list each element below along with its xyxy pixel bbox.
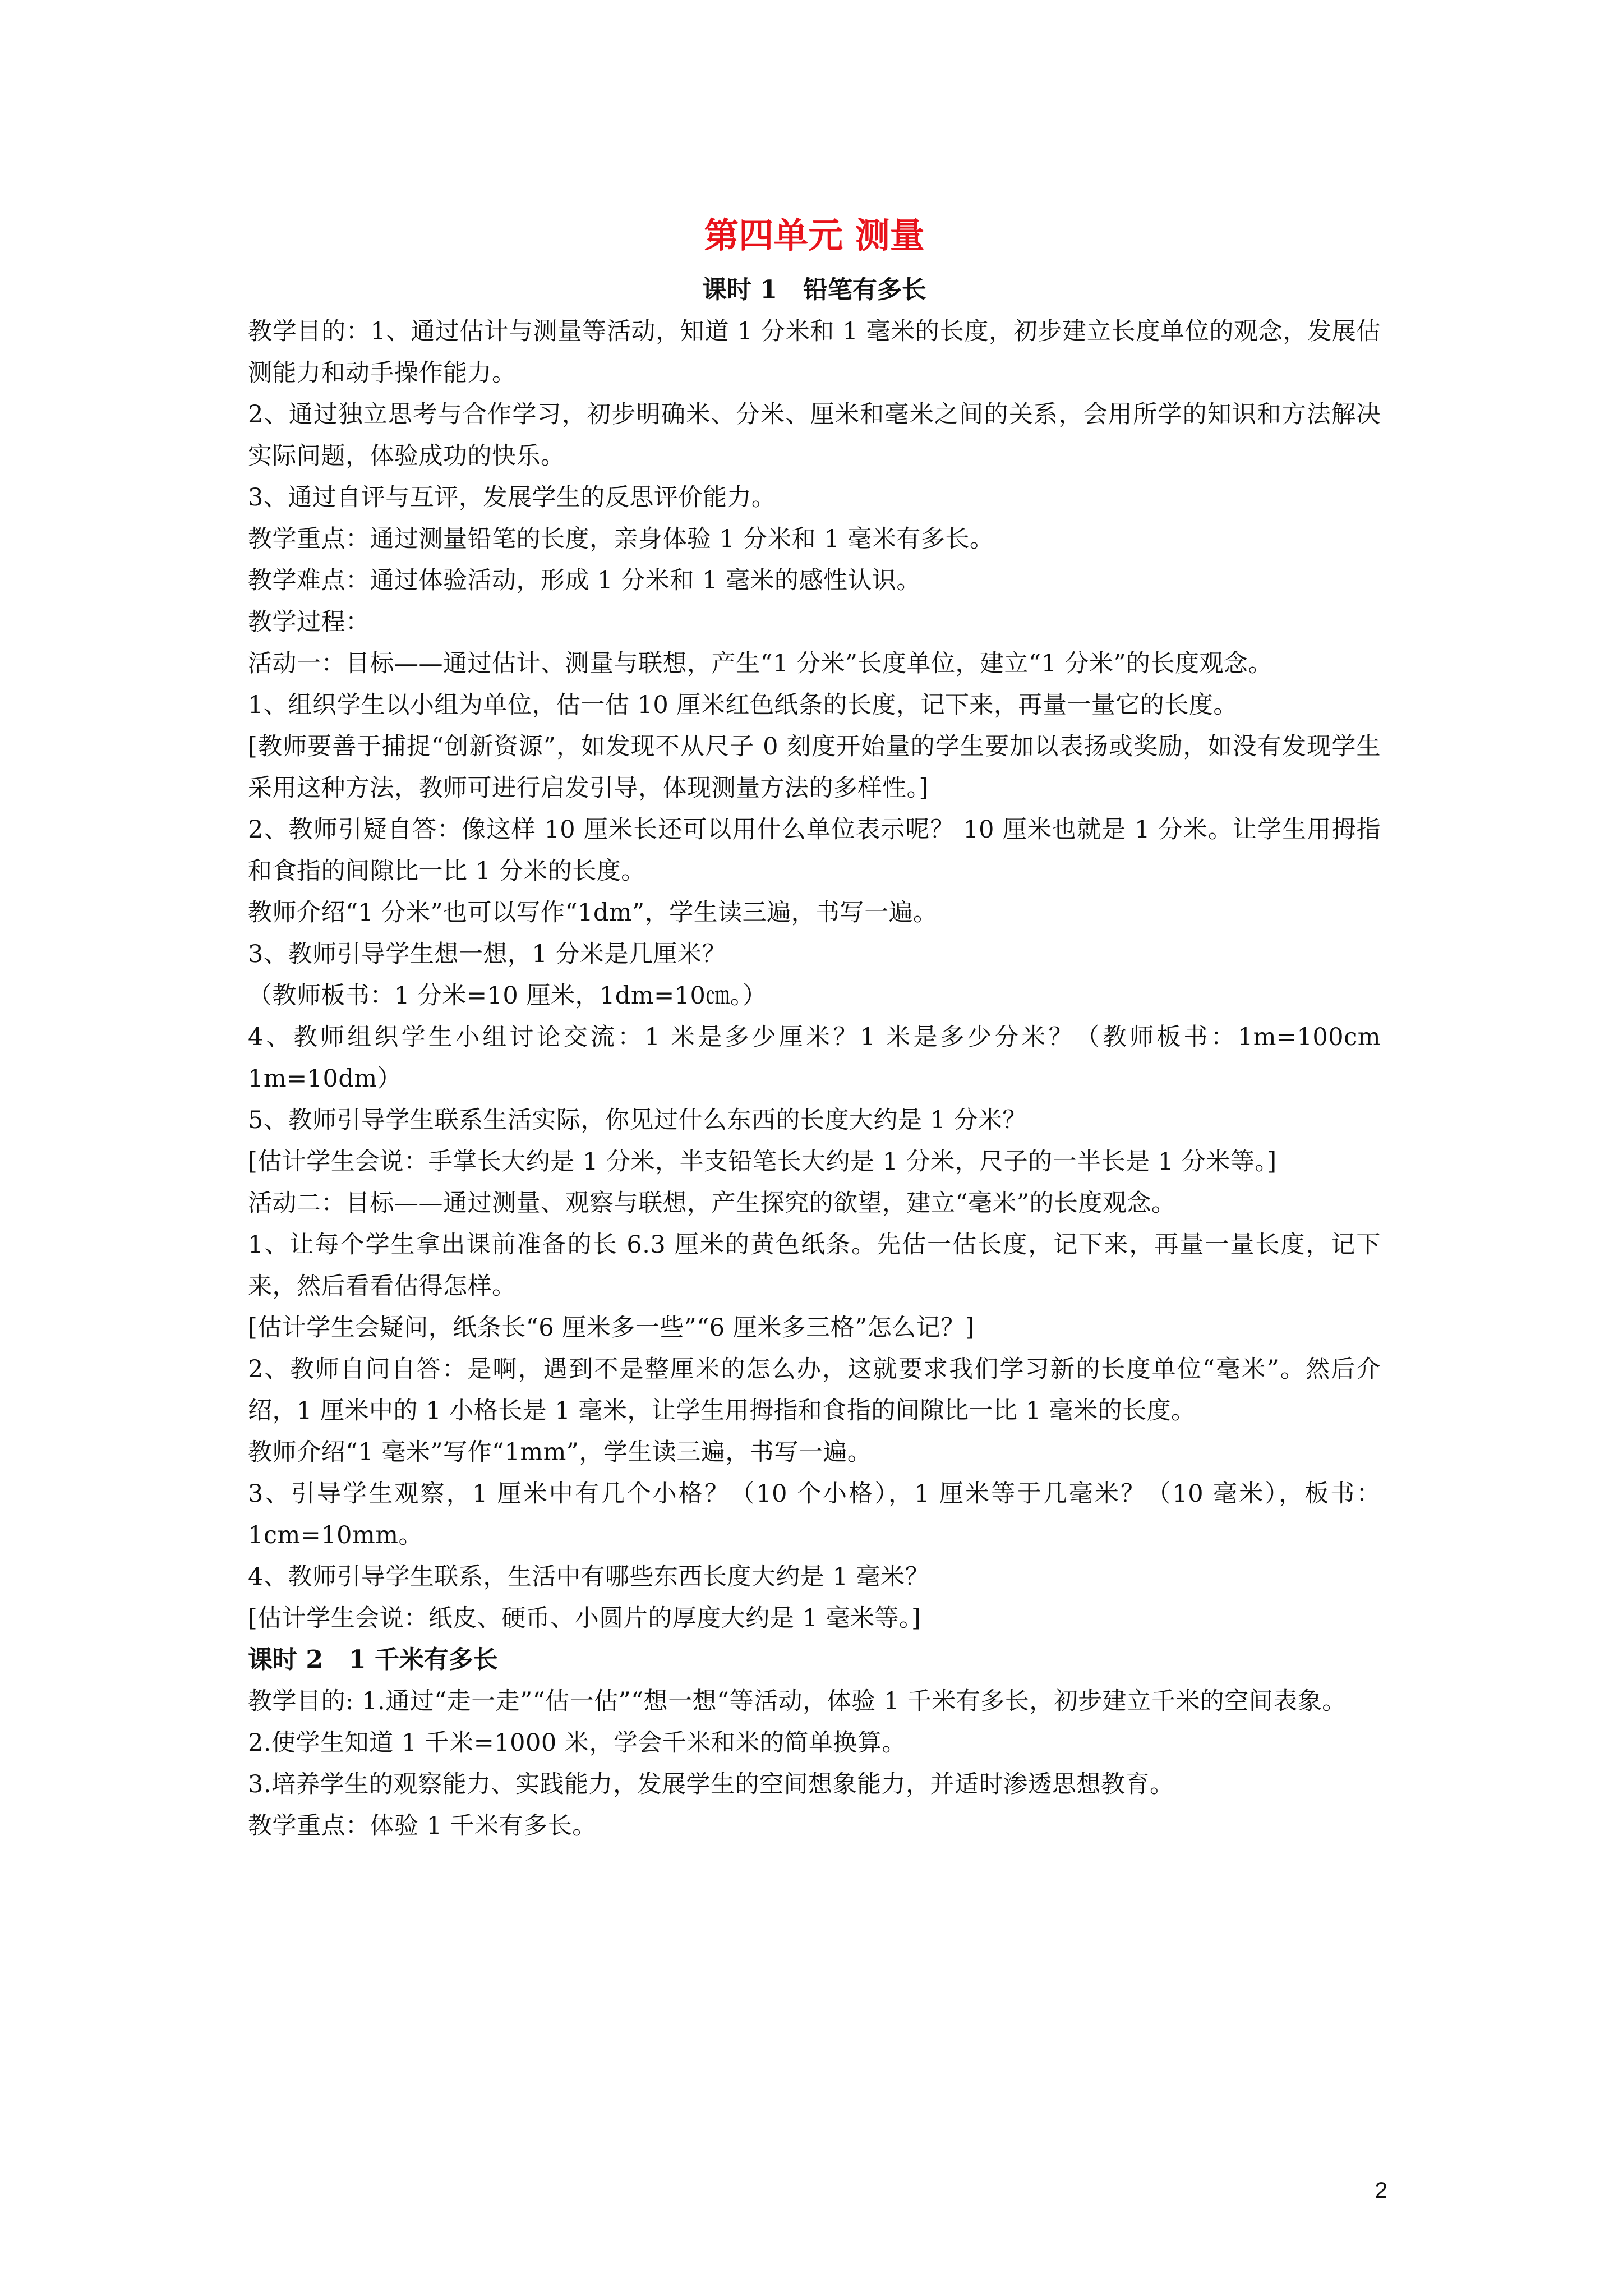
paragraph: 3、通过自评与互评，发展学生的反思评价能力。 bbox=[248, 484, 776, 512]
paragraph: 教师介绍“1 毫米”写作“1mm”，学生读三遍，书写一遍。 bbox=[248, 1438, 872, 1466]
paragraph: 4、教师引导学生联系，生活中有哪些东西长度大约是 1 毫米？ bbox=[248, 1563, 930, 1591]
paragraph: 教学目的: 1.通过“走一走”“估一估”“想一想“等活动，体验 1 千米有多长，初步建立千米的空间表象。 bbox=[248, 1687, 1347, 1715]
lesson-1-title: 课时 1 铅笔有多长 bbox=[702, 275, 926, 304]
paragraph: 2、通过独立思考与合作学习，初步明确米、分米、厘米和毫米之间的关系，会用所学的知识和方法解决实际问题，体验成功的快乐。 bbox=[248, 401, 1381, 470]
lesson-2-section bbox=[248, 1681, 1381, 1847]
paragraph: 1、让每个学生拿出课前准备的长 6.3 厘米的黄色纸条。先估一估长度，记下来，再量一量长度，记下来，然后看看估得怎样。 bbox=[248, 1231, 1381, 1300]
paragraph: 1、组织学生以小组为单位，估一估 10 厘米红色纸条的长度，记下来，再量一量它的长度。 bbox=[248, 691, 1238, 719]
paragraph: 3、教师引导学生想一想，1 分米是几厘米？ bbox=[248, 940, 726, 968]
lesson-2-title: 课时 2 1 千米有多长 bbox=[248, 1645, 498, 1674]
paragraph: [估计学生会疑问，纸条长“6 厘米多一些”“6 厘米多三格”怎么记？] bbox=[248, 1314, 975, 1342]
paragraph: 2、教师自问自答：是啊，遇到不是整厘米的怎么办，这就要求我们学习新的长度单位“毫米”。然后介绍，1 厘米中的 1 小格长是 1 毫米，让学生用拇指和食指的间隙比一比 1 毫米的长度。 bbox=[248, 1355, 1381, 1425]
paragraph: 教学重点：体验 1 千米有多长。 bbox=[248, 1812, 597, 1840]
paragraph: 教学目的：1、通过估计与测量等活动，知道 1 分米和 1 毫米的长度，初步建立长度单位的观念，发展估测能力和动手操作能力。 bbox=[248, 318, 1381, 387]
paragraph: 教学难点：通过体验活动，形成 1 分米和 1 毫米的感性认识。 bbox=[248, 567, 921, 595]
paragraph: 教学过程： bbox=[248, 608, 370, 636]
unit-title: 第四单元 测量 bbox=[704, 215, 925, 256]
paragraph: 2、教师引疑自答：像这样 10 厘米长还可以用什么单位表示呢？ 10 厘米也就是 1 分米。让学生用拇指和食指的间隙比一比 1 分米的长度。 bbox=[248, 816, 1381, 885]
paragraph: [估计学生会说：手掌长大约是 1 分米，半支铅笔长大约是 1 分米，尺子的一半长是 1 分米等。] bbox=[248, 1148, 1277, 1176]
document-body bbox=[248, 208, 1381, 1847]
paragraph: 4、教师组织学生小组讨论交流：1 米是多少厘米？1 米是多少分米？（教师板书：1m=100cm 1m=10dm） bbox=[248, 1023, 1381, 1093]
paragraph: 5、教师引导学生联系生活实际，你见过什么东西的长度大约是 1 分米？ bbox=[248, 1106, 1027, 1134]
paragraph: 3.培养学生的观察能力、实践能力，发展学生的空间想象能力，并适时渗透思想教育。 bbox=[248, 1770, 1174, 1798]
paragraph: 教学重点：通过测量铅笔的长度，亲身体验 1 分米和 1 毫米有多长。 bbox=[248, 525, 994, 553]
paragraph: [教师要善于捕捉“创新资源”，如发现不从尺子 0 刻度开始量的学生要加以表扬或奖励，如没有发现学生采用这种方法，教师可进行启发引导，体现测量方法的多样性。] bbox=[248, 733, 1381, 802]
paragraph: 教师介绍“1 分米”也可以写作“1dm”，学生读三遍，书写一遍。 bbox=[248, 899, 938, 927]
paragraph: 活动一：目标——通过估计、测量与联想，产生“1 分米”长度单位，建立“1 分米”的长度观念。 bbox=[248, 650, 1272, 678]
paragraph: 3、引导学生观察，1 厘米中有几个小格？（10 个小格），1 厘米等于几毫米？（10 毫米），板书：1cm=10mm。 bbox=[248, 1480, 1381, 1549]
page-number: 2 bbox=[1375, 2178, 1387, 2203]
paragraph: [估计学生会说：纸皮、硬币、小圆片的厚度大约是 1 毫米等。] bbox=[248, 1604, 921, 1632]
paragraph: （教师板书：1 分米=10 厘米，1dm=10㎝。） bbox=[248, 982, 767, 1010]
paragraph: 2.使学生知道 1 千米=1000 米，学会千米和米的简单换算。 bbox=[248, 1729, 906, 1757]
paragraph: 活动二：目标——通过测量、观察与联想，产生探究的欲望，建立“毫米”的长度观念。 bbox=[248, 1189, 1176, 1217]
lesson-1-section bbox=[248, 311, 1381, 1639]
